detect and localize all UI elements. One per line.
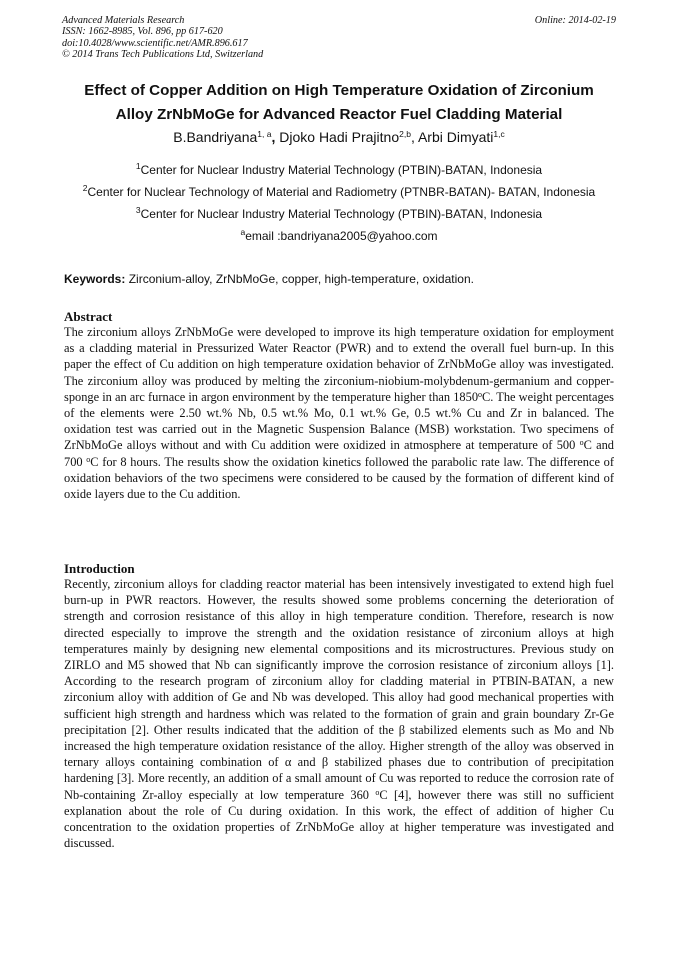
keywords-text: Zirconium-alloy, ZrNbMoGe, copper, high-temperature, oxidation.: [128, 272, 474, 286]
author-list: B.Bandriyana$^{1, a}$, Djoko Hadi Prajitno$^{2,b}$, Arbi Dimyati$^{1,c}$: [173, 129, 505, 145]
online-date: Online: 2014-02-19: [534, 15, 616, 26]
author-email: [40, 228, 638, 244]
journal-issn: ISSN: 1662-8985, Vol. 896, pp 617-620: [62, 26, 223, 38]
author-name: Arbi Dimyati: [417, 129, 494, 145]
affiliation: [40, 184, 638, 200]
paper-title: [40, 79, 638, 127]
introduction-heading: Introduction: [64, 561, 135, 576]
affiliation-mark: 1: [135, 161, 141, 171]
keywords: [64, 271, 474, 287]
affiliation-mark: 2: [82, 183, 88, 193]
affiliation-mark: 3: [135, 205, 141, 215]
author-name: B.Bandriyana: [173, 129, 258, 145]
email-mark: a: [240, 227, 246, 237]
author-affiliation-mark: 2,b: [399, 129, 411, 139]
abstract-heading: Abstract: [64, 309, 113, 324]
paper-title-line-1: Effect of Copper Addition on High Temperature Oxidation of Zirconium: [84, 82, 594, 99]
journal-copyright: © 2014 Trans Tech Publications Ltd, Switzerland: [62, 49, 264, 61]
abstract-body: The zirconium alloys ZrNbMoGe were developed to improve its high temperature oxidation for employment as a cladding material in Pressurized Water Reactor (PWR) and to extend the overall fuel burn-up. In this paper the effect of Cu addition on high temperature oxidation behavior of ZrNbMoGe alloy was investigated. The zirconium alloy was produced by melting the zirconium-niobium-molybdenum-germanium and copper-sponge in an arc furnace in argon environment by the temperature higher than 1850$^o$C. The weight percentages of the elements were 2.50 wt.% Nb, 0.5 wt.% Mo, 0.1 wt.% Ge, 0.5 wt.% Cu and Zr in balanced. The oxidation test was carried out in the Magnetic Suspension Balance (MSB) workstation. Two specimens of ZrNbMoGe alloys without and with Cu addition were oxidized in atmosphere at temperature of 500 $^o$C and 700 $^o$C for 8 hours. The results show the oxidation kinetics followed the parabolic rate law. The difference of oxidation behaviors of the two specimens were considered to be caused by the formation of different kind of oxide layers due to the Cu addition.: [64, 325, 614, 502]
introduction-body: Recently, zirconium alloys for cladding reactor material has been intensively investigated to extend high fuel burn-up in PWR reactors. However, the results showed some problems concerning the deterioration of strength and corrosion resistance of this alloy in high temperature condition. Therefore, research is now directed especially to improve the strength and the oxidation resistance of zirconium alloys at high temperatures mainly by designing new elemental compositions and its microstructures. Previous study on ZIRLO and M5 showed that Nb can significantly improve the corrosion resistance of zirconium alloys [1]. According to the research program of zirconium alloy for cladding material in PTBIN-BATAN, a new zirconium alloy with addition of Ge and Nb was developed. This alloy had good mechanical properties with sufficient high strength and hardness which was related to the formation of grain and grain boundary Zr-Ge precipitation [2]. Other results indicated that the addition of the β stabilized elements such as Mo and Nb increased the high temperature oxidation resistance of the alloy. Higher strength of the alloy was observed in ternary alloys containing combination of α and β stabilized phases due to contribution of precipitation hardening [3]. More recently, an addition of a small amount of Cu was reported to reduce the corrosion rate of Nb-containing Zr-alloy especially at low temperature 360 $^o$C [4], however there was still no sufficient explanation about the role of Cu during oxidation. In this work, the effect of addition of higher Cu concentration to the oxidation properties of ZrNbMoGe alloy at higher temperature was investigated and discussed.: [64, 577, 614, 851]
paper-title-line-2: Alloy ZrNbMoGe for Advanced Reactor Fuel Cladding Material: [115, 106, 563, 123]
journal-name: Advanced Materials Research: [62, 15, 185, 26]
keywords-label: Keywords:: [64, 272, 126, 286]
author-name: Djoko Hadi Prajitno: [279, 129, 400, 145]
author-affiliation-mark: 1,c: [493, 129, 505, 139]
journal-header: [62, 15, 263, 61]
affiliation: [40, 162, 638, 178]
journal-doi: doi:10.4028/www.scientific.net/AMR.896.617: [62, 37, 248, 49]
author-affiliation-mark: 1, a: [257, 129, 272, 139]
affiliation-text: Center for Nuclear Technology of Material and Radiometry (PTNBR-BATAN)- BATAN, Indonesia: [87, 185, 596, 199]
affiliation: [40, 206, 638, 222]
affiliation-text: Center for Nuclear Industry Material Technology (PTBIN)-BATAN, Indonesia: [140, 163, 543, 177]
email-text: email :bandriyana2005@yahoo.com: [245, 229, 438, 243]
affiliation-text: Center for Nuclear Industry Material Technology (PTBIN)-BATAN, Indonesia: [140, 207, 543, 221]
